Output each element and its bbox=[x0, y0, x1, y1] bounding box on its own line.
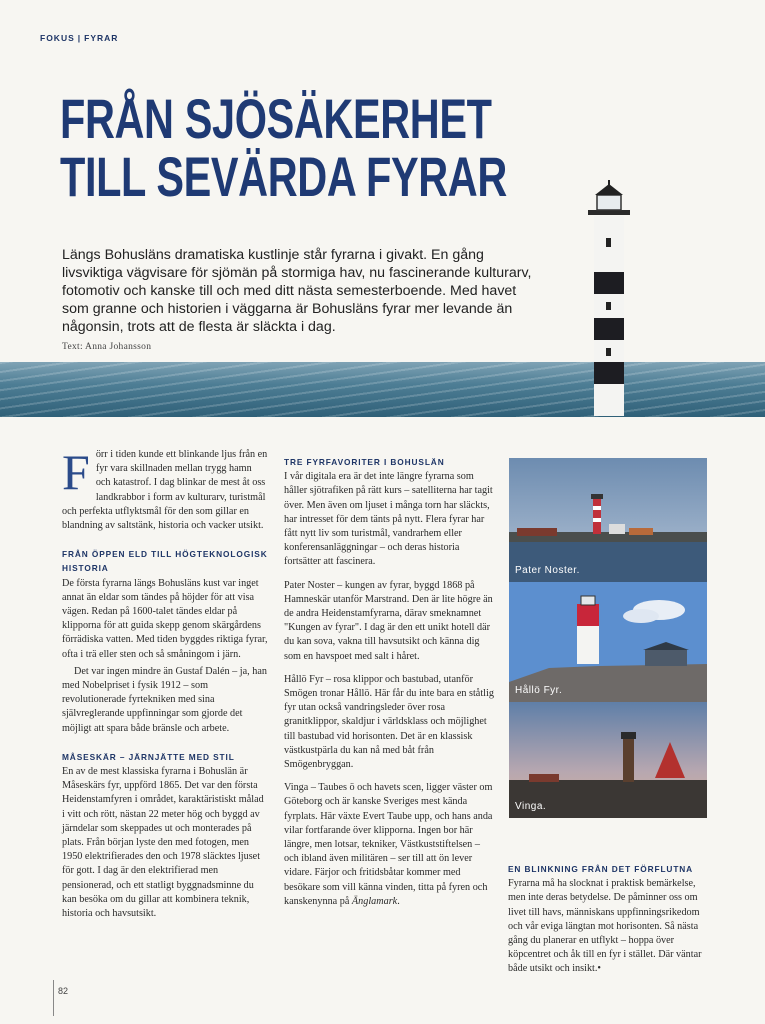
sea-banner bbox=[0, 362, 765, 417]
subsection-label: FYRAR bbox=[84, 33, 119, 43]
photo-hallo bbox=[509, 582, 707, 702]
photo-column bbox=[509, 458, 707, 818]
period: . bbox=[397, 895, 400, 907]
lead-paragraph: Längs Bohusläns dramatiska kustlinje står fyrarna i givakt. En gång livsviktiga vägvisare för sjömän på stormiga hav, nu fascinerande kulturarv, fotomotiv och kanske till och med ditt nästa semesterboende. Med havet som granne och historien i väggarna är Bohusläns fyrar mer levande än någonsin, trots att de flesta är släckta i dag. bbox=[62, 247, 532, 335]
subheading-blink: EN BLINKNING FRÅN DET FÖRFLUTNA bbox=[508, 864, 694, 874]
page-rule bbox=[53, 980, 54, 1016]
photo-caption: Vinga. bbox=[515, 801, 547, 812]
subheading-maseskar: MÅSESKÄR – JÄRNJÄTTE MED STIL bbox=[62, 751, 235, 762]
subheading-favorites: TRE FYRFAVORITER I BOHUSLÄN bbox=[284, 457, 445, 467]
section-kicker bbox=[40, 33, 118, 43]
paragraph: Fyrarna må ha slocknat i praktisk bemärkelse, men inte deras betydelse. De påminner oss om livet till havs, människans uppfinningsrikedom och vår eviga längtan mot horisonten. Så nästa gång du planerar en utflykt – hoppa över köpcentret och åk till en fyr i stället. Där väntar både utsikt och insikt. bbox=[508, 878, 702, 975]
paragraph: I vår digitala era är det inte längre fyrarna som håller sjötrafiken på rätt kurs – satelliterna har tagit över. Men även om ljuset i många torn har släckts, har intresset för dem tänts på nytt. Flera fyrar har fått nytt liv som turistmål, vandrarhem eller konferensanläggningar – och deras historia fortsätter att fascinera. bbox=[284, 471, 493, 568]
paragraph: Pater Noster – kungen av fyrar, byggd 1868 på Hamneskär utanför Marstrand. Den är lite högre än de andra Heidenstamfyrarna, därav smeknamnet "Kungen av fyrar". I dag är den ett unikt hotell där du kan sova, vakna till havsutsikt och känna dig som en havspoet med salt i håret. bbox=[284, 579, 493, 662]
subheading-history: FRÅN ÖPPEN ELD TILL HÖGTEKNOLOGISK HISTORIA bbox=[62, 549, 268, 574]
photo-vinga bbox=[509, 702, 707, 818]
end-mark: • bbox=[597, 963, 601, 975]
column-2 bbox=[284, 455, 494, 918]
pater-noster-image bbox=[509, 458, 707, 582]
paragraph: En av de mest klassiska fyrarna i Bohuslän är Måseskärs fyr, uppförd 1865. Det var den första Heidenstamfyren i området, karaktäristiskt målad i vitt och rött, nästan 22 meter hög och byggd av järndelar som skeppades ut och monterades på plats. Från början lyste den med fotogen, men 1950 elektrifierades den och 1978 släcktes ljuset för gott. I dag är den elektrifierad men pensionerad, och ett statligt byggnadsminne du kan besöka om du gillar att kombinera teknik, historia och havsutsikt. bbox=[62, 766, 264, 920]
kicker-separator: | bbox=[77, 33, 82, 43]
photo-pater-noster bbox=[509, 458, 707, 582]
column-1 bbox=[62, 444, 268, 930]
paragraph: Hållö Fyr – rosa klippor och bastubad, utanför Smögen tronar Hållö. Här får du inte bara en ståtlig fyr utan också vandringsleder över rosa granitklippor, skaldjur i världsklass och möjlighet till bastubad vid horisonten. Det är en klassisk västkustpärla du kan nå med båt från Smögenbryggan. bbox=[284, 673, 494, 771]
paragraph: Det var ingen mindre än Gustaf Dalén – ja, han med Nobelpriset i fysik 1912 – som revolutionerade fyrtekniken med sina självreglerande uppfinningar som gjorde det möjligt att spara både bränsle och arbete. bbox=[62, 665, 267, 734]
section-label: FOKUS bbox=[40, 33, 75, 43]
lighthouse-image bbox=[570, 180, 648, 420]
paragraph: De första fyrarna längs Bohusläns kust var inget annat än eldar som tändes på höjder för att visa vägen. Redan på 1600-talet tändes eldar på klipporna för att guida skepp genom skärgårdens förrädiska vatten. Med tiden byggdes riktiga fyrar, ofta i trä eller sten och så småningom i järn. bbox=[62, 577, 268, 660]
photo-caption: Hållö Fyr. bbox=[515, 685, 563, 696]
headline bbox=[60, 87, 507, 208]
hallo-image bbox=[509, 582, 707, 702]
paragraph bbox=[284, 781, 494, 909]
page-number: 82 bbox=[58, 986, 69, 996]
drop-cap: F bbox=[62, 444, 90, 500]
headline-line2: TILL SEVÄRDA FYRAR bbox=[60, 145, 507, 208]
vinga-text: Vinga – Taubes ö och havets scen, ligger väster om Göteborg och är kanske Sveriges mest kända fyrplats. Här växte Evert Taube upp, och hans anda vilar fortfarande över klipporna. Ingen bor här längre, men lotsar, tekniker, Västkuststiftelsen – och ibland även militären – ser till att ön lever vidare. Färjor och fritidsbåtar kommer med besökare som vill känna vinden, titta på fyren och kanskenynna på bbox=[284, 782, 493, 907]
byline: Text: Anna Johansson bbox=[62, 342, 152, 352]
photo-caption: Pater Noster. bbox=[515, 565, 580, 576]
column-3 bbox=[508, 848, 713, 986]
song-title: Änglamark bbox=[351, 895, 398, 907]
headline-line1: FRÅN SJÖSÄKERHET bbox=[60, 87, 492, 150]
intro-text: örr i tiden kunde ett blinkande ljus från en fyr vara skillnaden mellan trygg hamn och katastrof. I dag blinkar de mest åt oss landkrabbor i form av kulturarv, turistmål och perfekta utflyktsmål för den som gillar en blandning av saltstänk, historia och vacker utsikt. bbox=[62, 449, 268, 532]
